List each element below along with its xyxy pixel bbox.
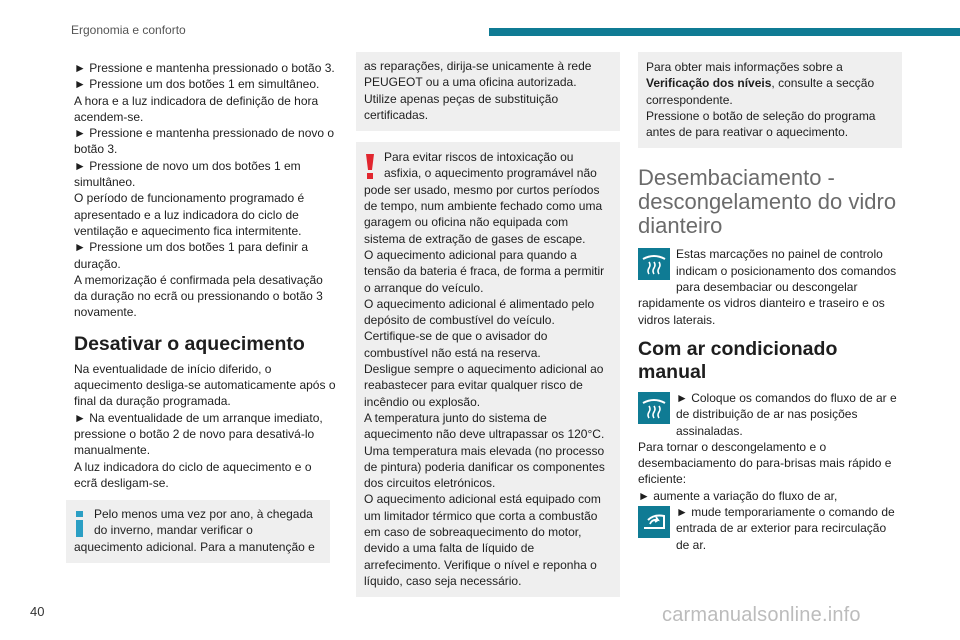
step-text: ► Coloque os comandos do fluxo de ar e de distribuição de ar nas posições assinaladas. [676,390,897,438]
note-box [638,52,902,148]
step-text: ► mude temporariamente o comando de entrada de ar exterior para recirculação de ar. [676,505,895,552]
section-heading: Com ar condicionado manual [638,337,838,383]
watermark: carmanualsonline.info [662,604,861,626]
step-text: ► Pressione de novo um dos botões 1 em simultâneo. [74,158,301,190]
warning-text: O aquecimento adicional está equipado com um limitador térmico que corta a combustão em caso de sobreaquecimento do motor, devido a uma falta de líquido de arrefecimento. Verifique o nível e reponha o líquido, caso seja necessário. [364,492,601,588]
warning-text: A temperatura junto do sistema de aquecimento não deve ultrapassar os 120°C. Uma temperatura mais elevada (no processo de pintura) poderia danificar os componentes dos circuitos eletrónicos. [364,410,605,491]
warning-box [356,142,620,597]
warning-text: O aquecimento adicional para quando a tensão da bateria é fraca, de forma a permitir o arranque do veículo. [364,247,605,295]
step-text: ► Pressione e mantenha pressionado de novo o botão 3. [74,126,335,157]
info-text: Pelo menos uma vez por ano, à chegada do inverno, mandar verificar o aquecimento adicional. Para a manutenção e [74,507,315,554]
info-text: as reparações, dirija-se unicamente à rede PEUGEOT ou a uma oficina autorizada. Utilize apenas peças de substituição certificadas. [364,59,592,122]
section-heading: Desativar o aquecimento [74,332,305,355]
warning-text: Para evitar riscos de intoxicação ou asfixia, o aquecimento programável não pode ser usado, mesmo por curtos períodos de tempo, num ambiente fechado como uma garagem ou oficina não equipada com sistema de extração de gases de escape. [364,150,603,246]
warning-text: Desligue sempre o aquecimento adicional ao reabastecer para evitar qualquer risco de incêndio ou explosão. [364,362,604,409]
manual-ac-paragraph [638,390,902,439]
info-box [66,500,330,563]
info-icon [74,510,86,538]
note-text: Para obter mais informações sobre a Verificação dos níveis, consulte a secção correspondente. [646,60,875,107]
windscreen-defrost-icon [638,392,670,424]
column-1 [74,60,336,563]
defrost-paragraph [638,246,902,327]
section-title: Ergonomia e conforto [71,23,186,37]
recirculation-paragraph [638,504,902,553]
header-accent-bar [489,28,960,36]
page-number: 40 [30,604,45,619]
step-text: ► Pressione e mantenha pressionado o botão 3. [74,61,335,75]
note-bold-reference: Verificação dos níveis [646,76,772,91]
air-recirculation-icon [638,506,670,538]
note-text: Pressione o botão de seleção do programa antes de para reativar o aquecimento. [646,108,876,140]
step-text: ► Pressione um dos botões 1 para definir a duração. [74,240,309,271]
warning-text: O aquecimento adicional é alimentado pelo depósito de combustível do veículo. Certifique-se de que o avisador do combustível não está na reserva. [364,296,595,360]
step-text: ► Na eventualidade de um arranque imediato, pressione o botão 2 de novo para desativá-lo manualmente. [74,410,323,458]
info-box-continued [356,52,620,131]
windscreen-defrost-icon [638,248,670,280]
body-text: Para tornar o descongelamento e o desembaciamento do para-brisas mais rápido e eficiente: [638,439,892,487]
warning-icon [364,153,376,181]
body-text: Estas marcações no painel de controlo indicam o posicionamento dos comandos para desembaciar ou descongelar rapidamente os vidros dianteiro e traseiro e os vidros laterais. [638,247,897,327]
body-text: Na eventualidade de início diferido, o aquecimento desliga-se automaticamente após o final da duração programada. [74,361,336,409]
body-text: A memorização é confirmada pela desativação da duração no ecrã ou pressionando o botão 3 novamente. [74,272,323,320]
step-text: ► Pressione um dos botões 1 em simultâneo. [74,77,320,92]
column-2 [356,52,620,597]
column-3 [638,52,902,553]
body-text: A hora e a luz indicadora de definição de hora acendem-se. [74,93,319,124]
body-text: O período de funcionamento programado é apresentado e a luz indicadora do ciclo de ventilação e aquecimento fica intermitente. [74,191,305,238]
body-text: A luz indicadora do ciclo de aquecimento e o ecrã desligam-se. [74,459,312,490]
step-text: ► aumente a variação do fluxo de ar, [638,488,838,503]
page-section-title: Desembaciamento - descongelamento do vidro dianteiro [638,165,897,239]
